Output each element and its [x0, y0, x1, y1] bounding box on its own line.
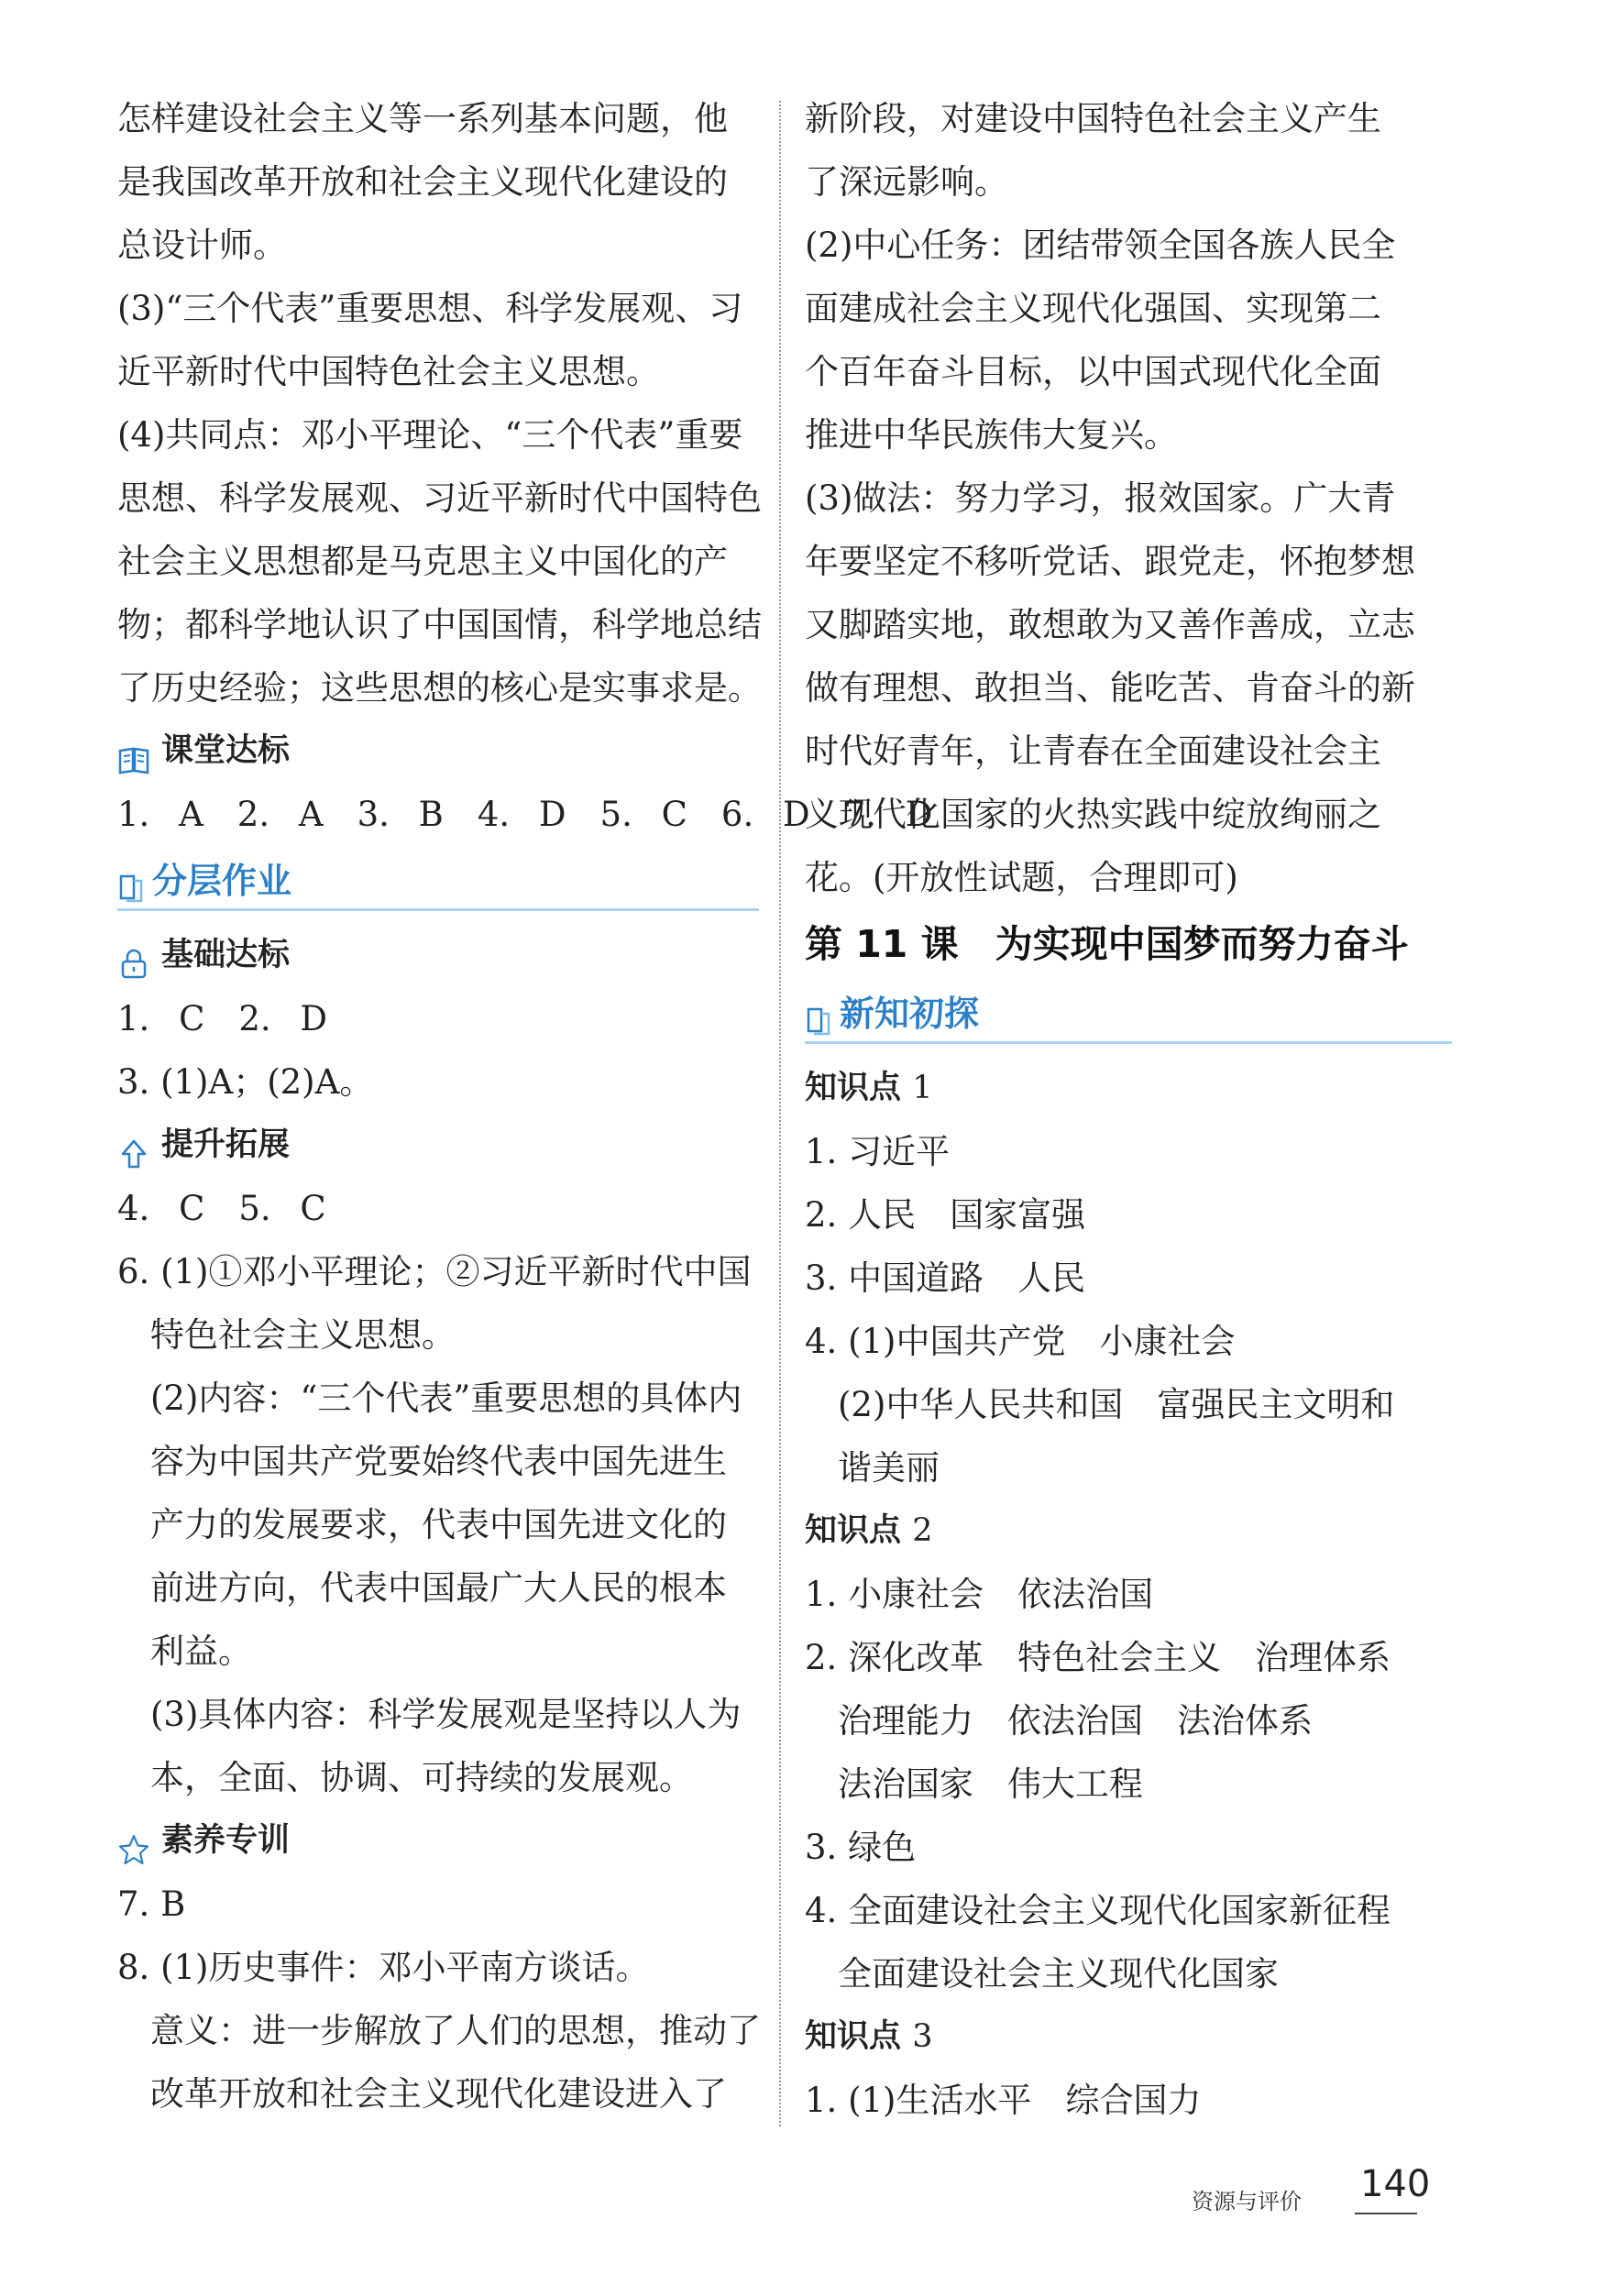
text-line: (4)共同点：邓小平理论、“三个代表”重要: [117, 415, 743, 455]
answer-line: 改革开放和社会主义现代化建设进入了: [150, 2074, 727, 2114]
bookmark-icon: [117, 865, 145, 896]
ketang-dabiao-title: 课堂达标: [161, 732, 291, 769]
text-line: 新阶段，对建设中国特色社会主义产生: [805, 99, 1381, 138]
answer-line: 1. 习近平: [805, 1132, 951, 1171]
kp-number: 3: [912, 2018, 933, 2055]
jichu-dabiao-title: 基础达标: [161, 937, 291, 973]
text-line: 近平新时代中国特色社会主义思想。: [117, 352, 660, 391]
column-divider: [779, 101, 781, 2126]
text-line: 义现代化国家的火热实践中绽放绚丽之: [805, 795, 1381, 834]
text-line: 做有理想、敢担当、能吃苦、肯奋斗的新: [805, 668, 1415, 708]
right-column: [805, 87, 1452, 2132]
text-line: 思想、科学发展观、习近平新时代中国特色: [117, 478, 762, 518]
xinzhi-chutan-band: [805, 986, 1452, 1044]
tisheng-tuozhan-heading: [117, 1114, 759, 1177]
xinzhi-chutan-title: 新知初探: [840, 994, 980, 1034]
answer-line: 8. (1)历史事件：邓小平南方谈话。: [117, 1948, 650, 1987]
text-line: 是我国改革开放和社会主义现代化建设的: [117, 162, 728, 202]
answer-line: 3. 绿色: [805, 1828, 917, 1867]
kp-label: 知识点: [805, 1070, 902, 1106]
answer-line: 1. (1)生活水平 综合国力: [805, 2081, 1202, 2120]
text-line: 面建成社会主义现代化强国、实现第二: [805, 289, 1381, 328]
answer-line: 法治国家 伟大工程: [838, 1764, 1143, 1804]
answer-line: 利益。: [150, 1631, 252, 1671]
kp-number: 1: [912, 1070, 933, 1106]
star-icon: [117, 1825, 150, 1858]
answer-line: 2. 人民 国家富强: [805, 1195, 1086, 1235]
lesson-number: 第 11 课: [805, 922, 959, 966]
arrow-up-icon: [117, 1129, 150, 1162]
answer-line: 产力的发展要求，代表中国先进文化的: [150, 1505, 727, 1544]
page-number: 140: [1360, 2163, 1431, 2205]
answer-line: 前进方向，代表中国最广大人民的根本: [150, 1568, 727, 1608]
answer-line: 意义：进一步解放了人们的思想，推动了: [150, 2011, 761, 2050]
lesson-title: 为实现中国梦而努力奋斗: [995, 922, 1409, 966]
suyang-zhuanxun-heading: [117, 1809, 759, 1873]
text-line: 个百年奋斗目标，以中国式现代化全面: [805, 352, 1381, 391]
text-line: 社会主义思想都是马克思主义中国化的产: [117, 542, 728, 581]
answer-line: 1. C 2. D: [117, 999, 328, 1038]
tisheng-tuozhan-title: 提升拓展: [161, 1126, 291, 1163]
answer-line: 治理能力 依法治国 法治体系: [838, 1701, 1313, 1741]
jichu-dabiao-heading: [117, 924, 759, 987]
lock-icon: [117, 939, 150, 972]
answer-line: 全面建设社会主义现代化国家: [838, 1954, 1279, 1994]
answer-line: 谐美丽: [838, 1448, 940, 1488]
answer-line: 4. 全面建设社会主义现代化国家新征程: [805, 1891, 1391, 1930]
kp-number: 2: [912, 1512, 933, 1549]
answer-line: (2)内容：“三个代表”重要思想的具体内: [150, 1379, 742, 1418]
footer-label: 资源与评价: [1192, 2189, 1302, 2214]
answer-line: 6. (1)①邓小平理论；②习近平新时代中国: [117, 1252, 752, 1291]
answer-line: 3. 中国道路 人民: [805, 1258, 1086, 1298]
text-line: (3)做法：努力学习，报效国家。广大青: [805, 478, 1396, 518]
text-line: 花。(开放性试题，合理即可): [805, 858, 1238, 897]
suyang-zhuanxun-title: 素养专训: [161, 1822, 291, 1859]
bookmark-icon: [805, 998, 832, 1029]
text-line: 年要坚定不移听党话、跟党走，怀抱梦想: [805, 542, 1415, 581]
fenceng-zuoye-band: [117, 853, 759, 911]
text-line: (3)“三个代表”重要思想、科学发展观、习: [117, 289, 743, 328]
knowledge-point-2-heading: [805, 1500, 1452, 1563]
lesson-heading: [805, 909, 1452, 979]
text-line: (2)中心任务：团结带领全国各族人民全: [805, 225, 1396, 265]
answer-line: 容为中国共产党要始终代表中国先进生: [150, 1442, 727, 1481]
answer-line: (3)具体内容：科学发展观是坚持以人为: [150, 1695, 742, 1734]
answer-line: 特色社会主义思想。: [150, 1315, 456, 1355]
text-line: 推进中华民族伟大复兴。: [805, 415, 1178, 455]
text-line: 时代好青年，让青春在全面建设社会主: [805, 731, 1381, 771]
kp-label: 知识点: [805, 2018, 902, 2055]
text-line: 物；都科学地认识了中国国情，科学地总结: [117, 605, 762, 644]
text-line: 了深远影响。: [805, 162, 1008, 202]
answer-line: 2. 深化改革 特色社会主义 治理体系: [805, 1638, 1391, 1677]
answer-line: 4. C 5. C: [117, 1189, 326, 1228]
text-line: 总设计师。: [117, 225, 287, 265]
answer-line: 7. B: [117, 1884, 186, 1924]
fenceng-zuoye-title: 分层作业: [152, 861, 292, 901]
answer-line: 1. A 2. A 3. B 4. D 5. C 6. D 7. D: [117, 795, 933, 834]
answer-line: 本，全面、协调、可持续的发展观。: [150, 1758, 693, 1797]
kp-label: 知识点: [805, 1512, 902, 1549]
knowledge-point-1-heading: [805, 1057, 1452, 1120]
page-number-underline: [1355, 2213, 1417, 2214]
answer-line: (2)中华人民共和国 富强民主文明和: [838, 1385, 1395, 1424]
text-line: 了历史经验；这些思想的核心是实事求是。: [117, 668, 762, 708]
answer-line: 4. (1)中国共产党 小康社会: [805, 1322, 1236, 1361]
text-line: 又脚踏实地，敢想敢为又善作善成，立志: [805, 605, 1415, 644]
answer-line: 1. 小康社会 依法治国: [805, 1575, 1154, 1614]
book-icon: [117, 735, 150, 768]
text-line: 怎样建设社会主义等一系列基本问题，他: [117, 99, 728, 138]
ketang-dabiao-heading: [117, 720, 759, 783]
answer-line: 3. (1)A；(2)A。: [117, 1062, 374, 1102]
knowledge-point-3-heading: [805, 2005, 1452, 2069]
